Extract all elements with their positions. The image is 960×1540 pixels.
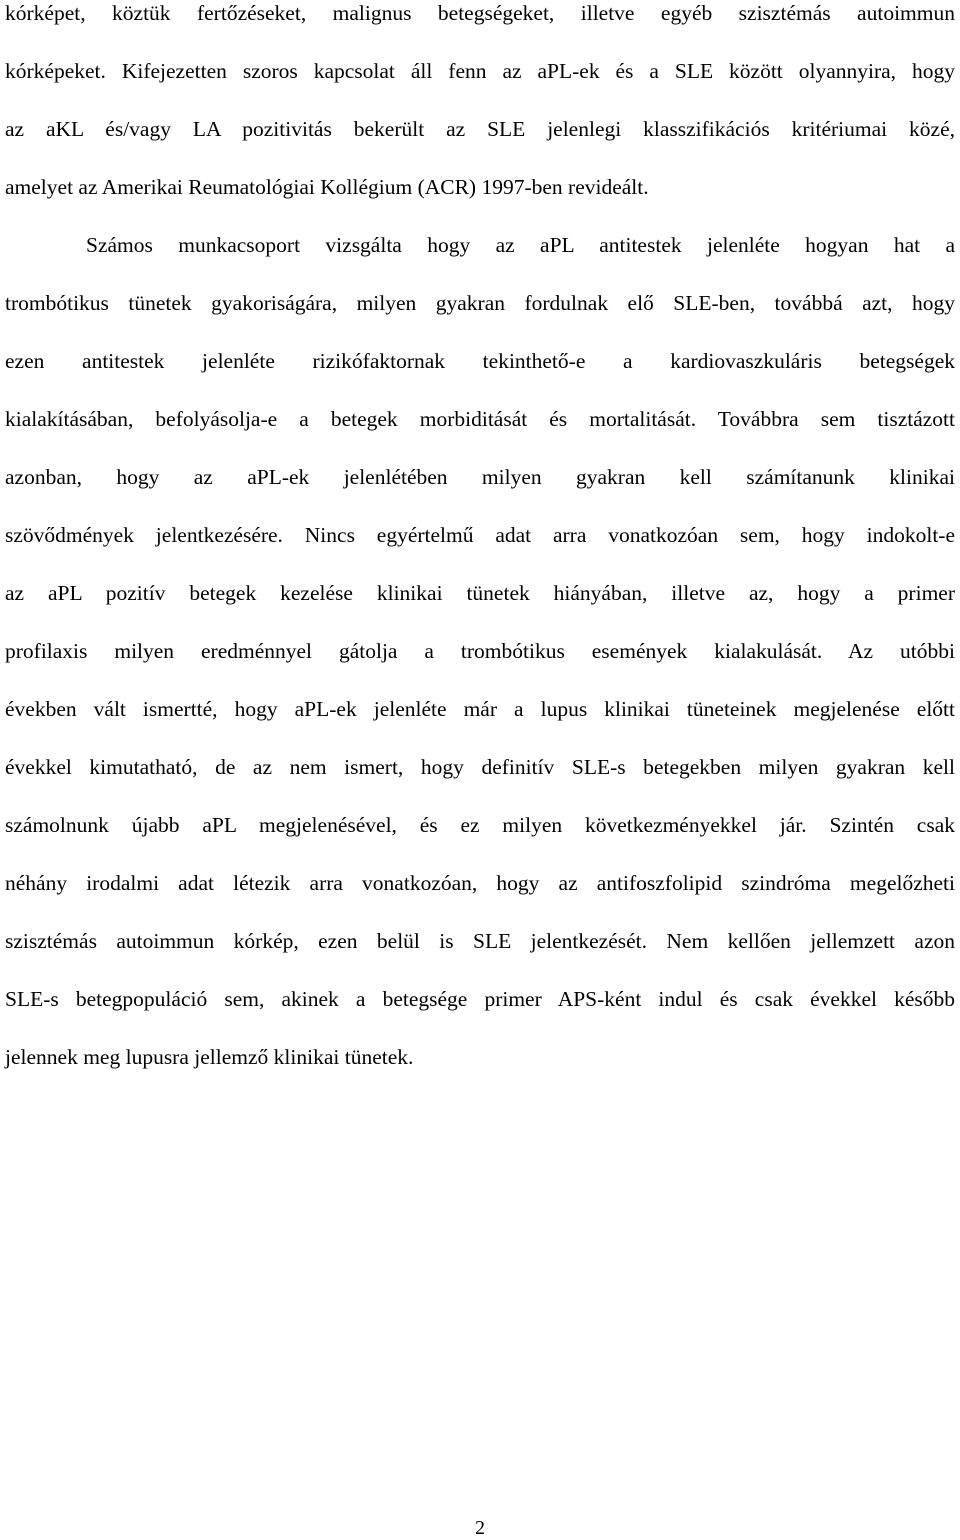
text-line: szövődmények jelentkezésére. Nincs egyértelmű adat arra vonatkozóan sem, hogy indokolt-e [5, 523, 955, 547]
text-line: kórképet, köztük fertőzéseket, malignus betegségeket, illetve egyéb szisztémás autoimmun [5, 1, 955, 25]
text-line: az aPL pozitív betegek kezelése klinikai tünetek hiányában, illetve az, hogy a primer [5, 581, 955, 605]
text-line: amelyet az Amerikai Reumatológiai Kollégium (ACR) 1997-ben revideált. [5, 175, 649, 199]
text-line: években vált ismertté, hogy aPL-ek jelenléte már a lupus klinikai tüneteinek megjelenése előtt [5, 697, 955, 721]
text-line: néhány irodalmi adat létezik arra vonatkozóan, hogy az antifoszfolipid szindróma megelőzheti [5, 871, 955, 895]
text-line: kórképeket. Kifejezetten szoros kapcsolat áll fenn az aPL-ek és a SLE között olyannyira, hogy [5, 59, 955, 83]
text-line: ezen antitestek jelenléte rizikófaktornak tekinthető-e a kardiovaszkuláris betegségek [5, 349, 955, 373]
text-line: évekkel kimutatható, de az nem ismert, hogy definitív SLE-s betegekben milyen gyakran kell [5, 755, 955, 779]
text-line: szisztémás autoimmun kórkép, ezen belül is SLE jelentkezését. Nem kellően jellemzett azon [5, 929, 955, 953]
text-line: az aKL és/vagy LA pozitivitás bekerült az SLE jelenlegi klasszifikációs kritériumai közé, [5, 117, 955, 141]
paragraph-first-line: Számos munkacsoport vizsgálta hogy az aPL antitestek jelenléte hogyan hat a [86, 233, 955, 257]
text-line: azonban, hogy az aPL-ek jelenlétében milyen gyakran kell számítanunk klinikai [5, 465, 955, 489]
page-number: 2 [475, 1517, 485, 1539]
text-line: profilaxis milyen eredménnyel gátolja a trombótikus események kialakulását. Az utóbbi [5, 639, 955, 663]
text-line: jelennek meg lupusra jellemző klinikai tünetek. [5, 1045, 414, 1069]
text-line: kialakításában, befolyásolja-e a betegek morbiditását és mortalitását. Továbbra sem tisztázott [5, 407, 955, 431]
text-line: SLE-s betegpopuláció sem, akinek a betegsége primer APS-ként indul és csak évekkel később [5, 987, 955, 1011]
text-line: számolnunk újabb aPL megjelenésével, és ez milyen következményekkel jár. Szintén csak [5, 813, 955, 837]
text-line: trombótikus tünetek gyakoriságára, milyen gyakran fordulnak elő SLE-ben, továbbá azt, hogy [5, 291, 955, 315]
